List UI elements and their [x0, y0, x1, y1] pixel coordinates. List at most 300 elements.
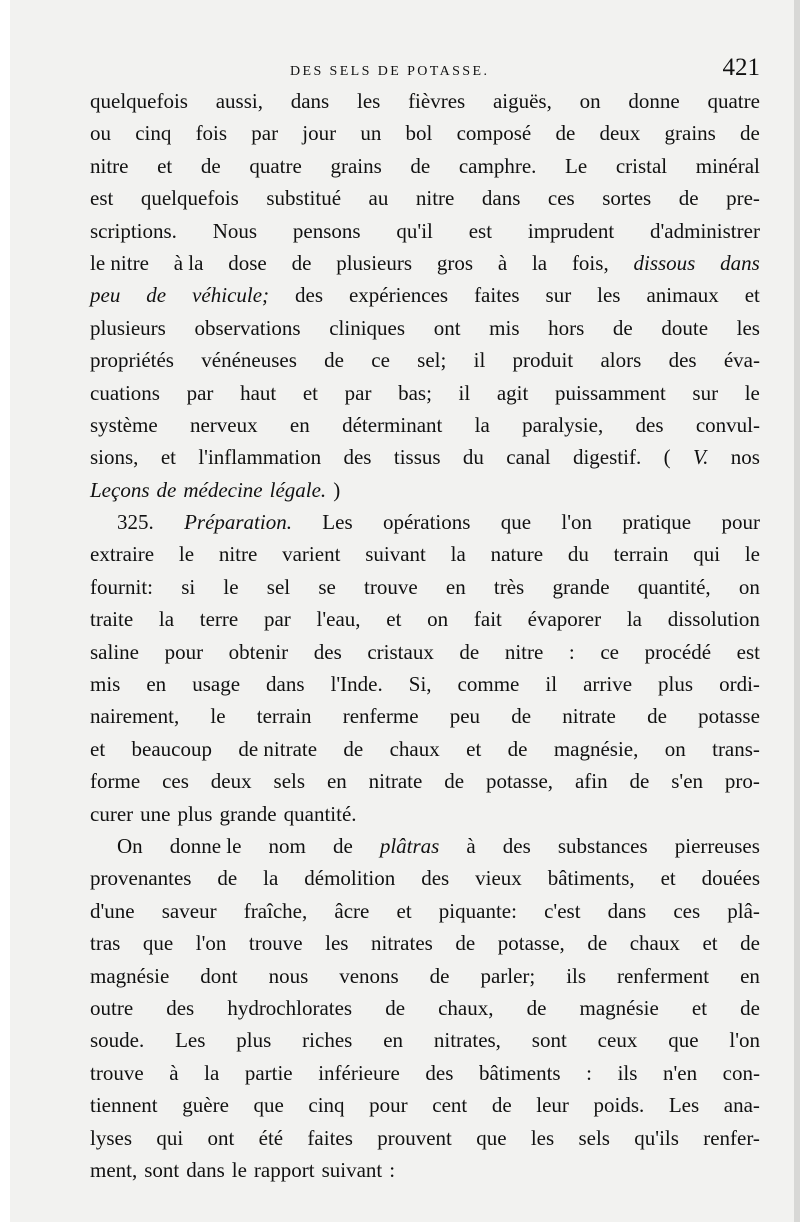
text-line [90, 441, 760, 473]
word: est [736, 639, 760, 664]
word: de [740, 995, 760, 1020]
text-line [90, 571, 760, 603]
word: parler; [480, 963, 536, 988]
word: en [383, 1028, 404, 1053]
word: le nitre [90, 250, 149, 275]
word: pro- [724, 769, 760, 794]
text-line [90, 700, 760, 732]
word: observations [194, 315, 301, 340]
word: convul- [695, 412, 760, 437]
word: dissolution [667, 607, 760, 632]
text-line [90, 344, 760, 376]
word: pour [164, 639, 204, 664]
word: vieux [475, 866, 522, 891]
word: : [568, 639, 575, 664]
text-line [90, 474, 760, 506]
text-line [90, 603, 760, 635]
word: peu [449, 704, 481, 729]
word: par [263, 607, 291, 632]
word: plusieurs [90, 315, 166, 340]
word: la [626, 607, 642, 632]
word: sont [531, 1028, 567, 1053]
word: l'eau, [316, 607, 361, 632]
word: quantité, [637, 574, 711, 599]
word: il [545, 672, 558, 697]
paragraph [90, 85, 760, 506]
italic-word: véhicule; [192, 283, 270, 308]
word: substitué [266, 186, 342, 211]
text-line [90, 247, 760, 279]
word: et [90, 736, 106, 761]
word: ils [617, 1060, 638, 1085]
word: on [738, 574, 760, 599]
word: renferme [342, 704, 419, 729]
word: de [740, 121, 760, 146]
word: qu'il [396, 218, 433, 243]
word: venons [339, 963, 399, 988]
word: nitre [90, 153, 129, 178]
word: fournit: [90, 574, 153, 599]
word: de [410, 153, 431, 178]
word: grains [664, 121, 716, 146]
word: deux [599, 121, 641, 146]
word: il [473, 348, 486, 373]
word: des [166, 995, 195, 1020]
text-line [90, 668, 760, 700]
word: la [474, 412, 490, 437]
word: tissus [393, 445, 441, 470]
word: saline [90, 639, 139, 664]
word: de [444, 769, 465, 794]
text-line [90, 798, 760, 830]
word: doute [661, 315, 709, 340]
word: sur [545, 283, 572, 308]
word: Si, [408, 672, 432, 697]
word: sels [273, 769, 306, 794]
word: l'on [195, 931, 227, 956]
word: ordi- [719, 672, 760, 697]
word: nature [490, 542, 544, 567]
word: et [660, 866, 676, 891]
word: rapport [253, 1157, 315, 1182]
word: de [612, 315, 633, 340]
word: composé [456, 121, 532, 146]
word: à [466, 833, 476, 858]
word: usage [192, 672, 241, 697]
word: donne [628, 89, 680, 113]
word: guère [182, 1093, 229, 1118]
word: canal [506, 445, 551, 470]
word: se [318, 574, 336, 599]
word: le [744, 380, 760, 405]
word: On [117, 833, 143, 858]
word: un [360, 121, 382, 146]
word: fraîche, [243, 898, 308, 923]
word: pierreuses [674, 833, 760, 858]
word: l'on [561, 510, 592, 535]
text-line [90, 538, 760, 570]
word: et [744, 283, 760, 308]
word: par [251, 121, 279, 146]
body-text [90, 85, 760, 1186]
word: que [142, 931, 174, 956]
word: varient [282, 542, 341, 567]
word: l'on [729, 1028, 760, 1053]
word: outre [90, 995, 134, 1020]
word: mis [90, 672, 121, 697]
word: les [597, 283, 621, 308]
word: dans [481, 186, 521, 211]
word: les [325, 931, 349, 956]
text-line [90, 927, 760, 959]
word: potasse [698, 704, 760, 729]
word: imprudent [527, 218, 615, 243]
word: partie [244, 1060, 293, 1085]
word: nitrates [371, 931, 433, 956]
word: suivant [321, 1157, 383, 1182]
word: nitrate [368, 769, 423, 794]
italic-word: dissous [633, 250, 696, 275]
text-line [90, 150, 760, 182]
word: à [497, 250, 508, 275]
word: plus [236, 1028, 272, 1053]
word: quelquefois [90, 89, 188, 113]
word: de [291, 250, 312, 275]
word: ce [600, 639, 620, 664]
word: la [531, 250, 548, 275]
text-line [90, 279, 760, 311]
word: de [507, 736, 528, 761]
word: plâ- [727, 898, 760, 923]
word: le [210, 704, 226, 729]
word: bâtiments [478, 1060, 561, 1085]
word: le [231, 1157, 247, 1182]
word: sortes [602, 186, 652, 211]
word: fois [195, 121, 228, 146]
word: paralysie, [522, 412, 604, 437]
word: le [744, 542, 760, 567]
word: et [466, 736, 482, 761]
word: sur [692, 380, 719, 405]
word: jour [302, 121, 337, 146]
text-line [90, 182, 760, 214]
word: agit [496, 380, 529, 405]
text-line [90, 506, 760, 538]
word: chaux, [438, 995, 494, 1020]
word: d'administrer [650, 218, 760, 243]
word: et [386, 607, 402, 632]
word: au [368, 186, 389, 211]
word: une [140, 801, 171, 826]
word: Les [175, 1028, 206, 1053]
word: minéral [695, 153, 760, 178]
word: donne le [169, 833, 242, 858]
word: évaporer [527, 607, 602, 632]
word: magnésie [90, 963, 170, 988]
text-line [90, 312, 760, 344]
word: ment, [90, 1157, 138, 1182]
word: on [664, 736, 686, 761]
word: renferment [616, 963, 710, 988]
word: haut [240, 380, 277, 405]
word: dont [200, 963, 238, 988]
word: quatre [707, 89, 760, 113]
word: ils [566, 963, 587, 988]
word: du [567, 542, 589, 567]
word: Le [565, 153, 588, 178]
word: du [462, 445, 484, 470]
word: traite [90, 607, 134, 632]
word: cent [432, 1093, 468, 1118]
italic-word: peu [90, 283, 121, 308]
word: de [740, 931, 760, 956]
word: plus [177, 801, 213, 826]
word: hydrochlorates [227, 995, 353, 1020]
word: qui [156, 1125, 184, 1150]
page-gutter [0, 0, 10, 1222]
word: tiennent [90, 1093, 158, 1118]
word: trouve [248, 931, 303, 956]
word: nerveux [189, 412, 258, 437]
word: cinq [308, 1093, 345, 1118]
word: ces [547, 186, 575, 211]
word: extraire [90, 542, 155, 567]
word: ou [90, 121, 111, 146]
word: de [324, 348, 344, 373]
word: dans [186, 1157, 225, 1182]
paragraph [90, 830, 760, 1186]
word: pratique [622, 510, 692, 535]
word: lyses [90, 1125, 132, 1150]
word: de [629, 769, 650, 794]
word: c'est [544, 898, 581, 923]
word: plus [658, 672, 694, 697]
word: ces [162, 769, 189, 794]
word: fièvres [408, 89, 466, 113]
word: procédé [644, 639, 712, 664]
word: bâtiments, [547, 866, 635, 891]
word: de [459, 639, 480, 664]
word: que [500, 510, 532, 535]
italic-word: V. [692, 445, 709, 470]
word: que [253, 1093, 284, 1118]
word: nous [268, 963, 309, 988]
word: puissamment [554, 380, 666, 405]
word: quelquefois [140, 186, 239, 211]
word: : [586, 1060, 593, 1085]
word: pensons [292, 218, 361, 243]
word: il [458, 380, 471, 405]
word: obtenir [228, 639, 289, 664]
running-head [90, 54, 760, 88]
word: nos [730, 445, 760, 470]
word: grande [219, 801, 277, 826]
word: des [295, 283, 324, 308]
text-line [90, 1122, 760, 1154]
word: on [579, 89, 601, 113]
word: fois, [571, 250, 609, 275]
page-number: 421 [722, 54, 760, 81]
word: Les [322, 510, 353, 535]
word: est [468, 218, 493, 243]
word: ceux [597, 1028, 638, 1053]
word: ont [207, 1125, 235, 1150]
text-line [90, 765, 760, 797]
word: de [511, 704, 532, 729]
text-line [90, 1089, 760, 1121]
italic-word: de [146, 283, 167, 308]
text-line [90, 1024, 760, 1056]
word: la [158, 607, 175, 632]
word: magnésie, [553, 736, 639, 761]
word: chaux [389, 736, 440, 761]
word: produit [512, 348, 574, 373]
page-edge [794, 0, 800, 1222]
word: l'Inde. [330, 672, 383, 697]
italic-word: plâtras [379, 833, 440, 858]
word: quatre [249, 153, 302, 178]
word: à [169, 1060, 179, 1085]
word: curer [90, 801, 134, 826]
text-line [90, 1154, 760, 1186]
word: le [223, 574, 239, 599]
word: cristal [615, 153, 668, 178]
italic-word: dans [720, 250, 760, 275]
word: en [326, 769, 347, 794]
word: pour [721, 510, 760, 535]
word: aussi, [215, 89, 263, 113]
word: les [356, 89, 381, 113]
word: de [385, 995, 406, 1020]
word: cristaux [367, 639, 434, 664]
italic-word: de [156, 477, 177, 502]
word: l'inflammation [198, 445, 322, 470]
word: arrive [583, 672, 633, 697]
word: nairement, [90, 704, 180, 729]
word: dans [266, 672, 305, 697]
word: de [678, 186, 699, 211]
word: très [493, 574, 525, 599]
text-line [90, 830, 760, 862]
text-line [90, 1057, 760, 1089]
word: qu'ils [634, 1125, 679, 1150]
word: de [491, 1093, 512, 1118]
word: de nitrate [238, 736, 318, 761]
word: pre- [726, 186, 760, 211]
word: magnésie [579, 995, 659, 1020]
word: bol [405, 121, 433, 146]
word: de [555, 121, 576, 146]
word: de [429, 963, 450, 988]
word: de [526, 995, 547, 1020]
text-line [90, 960, 760, 992]
italic-word: médecine [183, 477, 263, 502]
word: des [425, 1060, 454, 1085]
word: potasse, [485, 769, 554, 794]
word: système [90, 412, 158, 437]
text-line [90, 117, 760, 149]
word: sions, [90, 445, 139, 470]
italic-word: légale. [269, 477, 327, 502]
word: ont [433, 315, 461, 340]
word: bas; [398, 380, 432, 405]
word: par [186, 380, 214, 405]
word: de [217, 866, 238, 891]
word: ) [333, 477, 341, 502]
word: cuations [90, 380, 160, 405]
word: nitrates, [433, 1028, 501, 1053]
word: vénéneuses [201, 348, 297, 373]
word: digestif. [572, 445, 642, 470]
word: sel [266, 574, 291, 599]
word: afin [574, 769, 608, 794]
word: nitre [415, 186, 455, 211]
word: inférieure [318, 1060, 400, 1085]
word: des [343, 445, 372, 470]
word: de [647, 704, 667, 729]
word: camphre. [458, 153, 537, 178]
running-title: DES SELS DE POTASSE. [290, 64, 490, 79]
word: n'en [662, 1060, 698, 1085]
word: en [740, 963, 760, 988]
word: con- [722, 1060, 760, 1085]
word: en [289, 412, 310, 437]
word: de [200, 153, 221, 178]
word: terrain [613, 542, 669, 567]
word: : [389, 1157, 396, 1182]
word: sel; [417, 348, 447, 373]
word: nitre [218, 542, 258, 567]
word: aiguës, [492, 89, 552, 113]
word: 325. [117, 510, 154, 535]
word: nom [268, 833, 306, 858]
word: hors [548, 315, 585, 340]
word: déterminant [342, 412, 443, 437]
word: trouve [90, 1060, 144, 1085]
word: mis [489, 315, 520, 340]
word: des [635, 412, 664, 437]
word: de [332, 833, 353, 858]
word: des [668, 348, 697, 373]
word: et [691, 995, 708, 1020]
word: ces [673, 898, 701, 923]
word: prouvent [377, 1125, 452, 1150]
word: cliniques [329, 315, 406, 340]
text-line [90, 636, 760, 668]
word: provenantes [90, 866, 192, 891]
word: chaux [629, 931, 680, 956]
word: par [344, 380, 372, 405]
word: et [702, 931, 718, 956]
word: tras [90, 931, 121, 956]
word: terre [199, 607, 239, 632]
word: alors [600, 348, 642, 373]
word: poids. [593, 1093, 645, 1118]
word: de [343, 736, 364, 761]
italic-word: Préparation. [184, 510, 292, 535]
word: qui [693, 542, 721, 567]
word: s'en [671, 769, 704, 794]
word: de [587, 931, 608, 956]
word: que [476, 1125, 507, 1150]
word: la [450, 542, 466, 567]
word: forme [90, 769, 141, 794]
word: nitre [504, 639, 544, 664]
word: en [146, 672, 167, 697]
word: dans [290, 89, 330, 113]
text-line [90, 215, 760, 247]
word: propriétés [90, 348, 174, 373]
